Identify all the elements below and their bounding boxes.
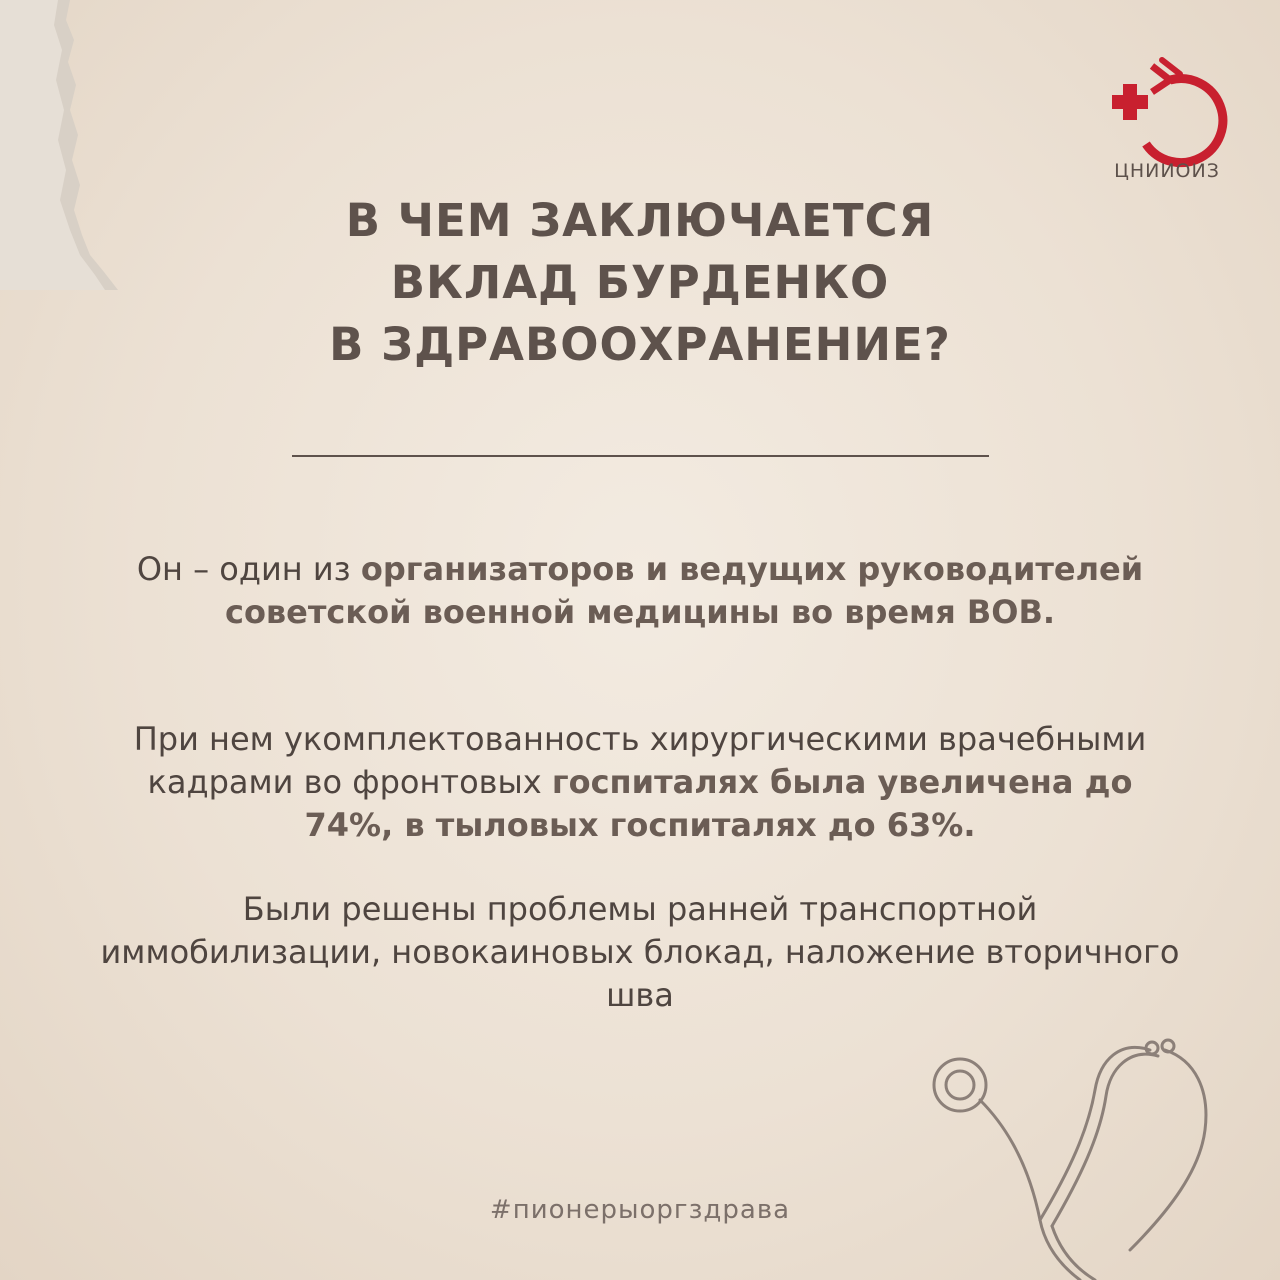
paragraph-problems — [100, 888, 1180, 1017]
title-line-2: ВКЛАД БУРДЕНКО — [390, 256, 890, 309]
hashtag: #пионерыоргздрава — [489, 1195, 791, 1225]
torn-paper-decoration — [0, 0, 118, 290]
paragraph-problems-text: Были решены проблемы ранней транспортной иммобилизации, новокаиновых блокад, наложение вторичного шва — [100, 890, 1180, 1014]
paragraph-organizer-highlight: организаторов и ведущих руководителей советской военной медицины во время ВОВ. — [224, 550, 1144, 631]
page-title — [140, 190, 1140, 376]
divider — [292, 455, 989, 457]
title-line-3: В ЗДРАВООХРАНЕНИЕ? — [329, 318, 951, 371]
stethoscope-icon — [920, 1020, 1240, 1280]
brand-name: ЦНИИОИЗ — [1114, 160, 1220, 182]
paragraph-organizer — [100, 548, 1180, 634]
paragraph-staffing-highlight: госпиталях была увеличена до 74%, в тыловых госпиталях до 63%. — [304, 763, 1133, 844]
paragraph-staffing — [100, 718, 1180, 847]
title-line-1: В ЧЕМ ЗАКЛЮЧАЕТСЯ — [345, 194, 935, 247]
paragraph-staffing-text: При нем укомплектованность хирургическими врачебными кадрами во фронтовых — [133, 720, 1147, 801]
paragraph-organizer-text: Он – один из — [136, 550, 361, 588]
